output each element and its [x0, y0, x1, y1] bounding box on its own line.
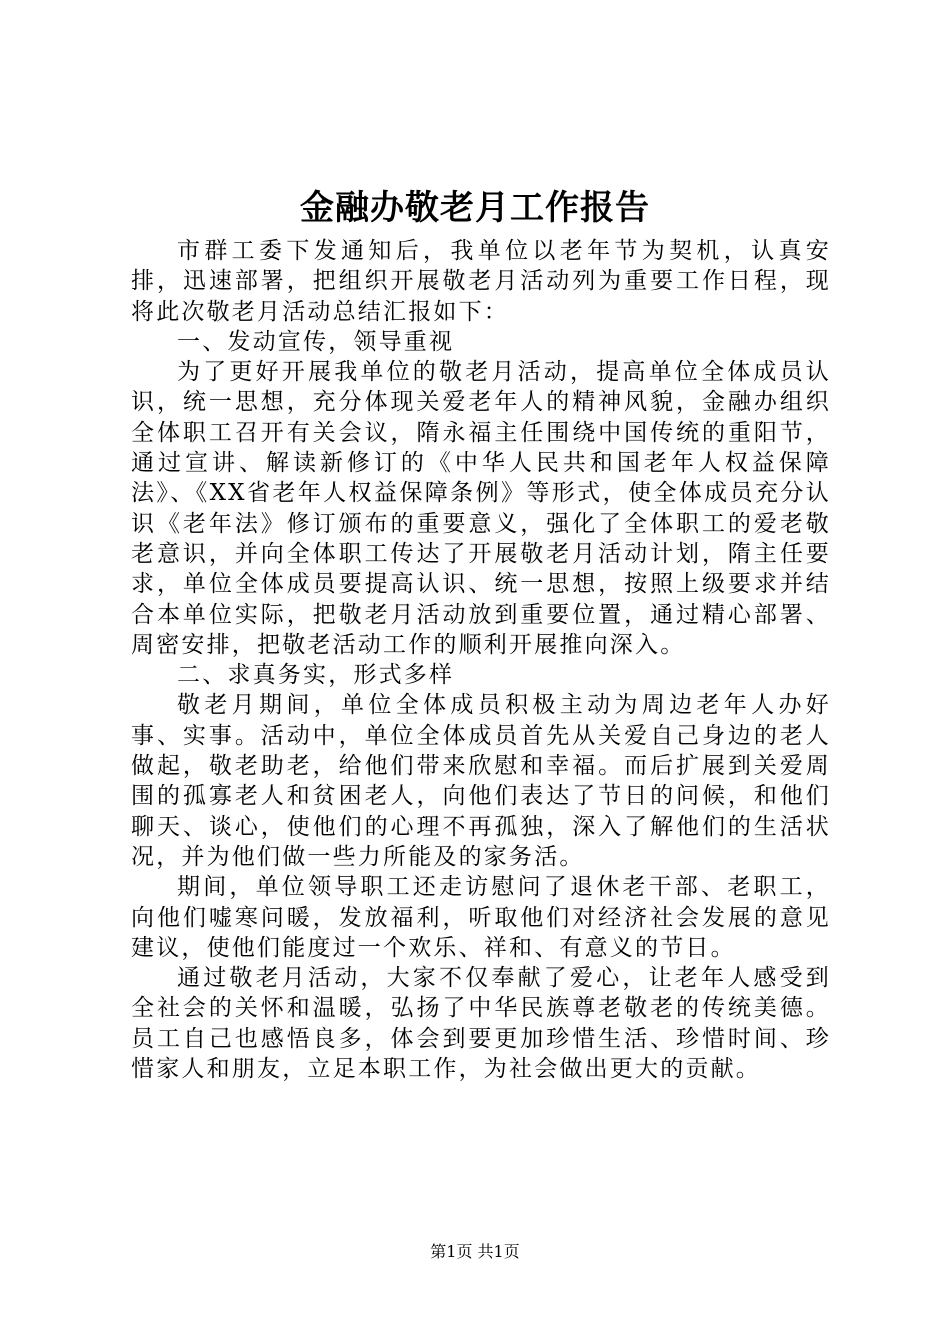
section-heading-2: 二、求真务实，形式多样	[177, 662, 455, 689]
document-body	[131, 236, 831, 1084]
section-2-paragraph-2: 期间，单位领导职工还走访慰问了退休老干部、老职工，向他们嘘寒问暖，发放福利，听取他们对经济社会发展的意见建议，使他们能度过一个欢乐、祥和、有意义的节日。	[131, 874, 831, 961]
page-number-footer: 第1页 共1页	[430, 1242, 520, 1261]
closing-paragraph: 通过敬老月活动，大家不仅奉献了爱心，让老年人感受到全社会的关怀和温暖，弘扬了中华民族尊老敬老的传统美德。员工自己也感悟良多，体会到要更加珍惜生活、珍惜时间、珍惜家人和朋友，立足本职工作，为社会做出更大的贡献。	[131, 965, 831, 1083]
intro-paragraph: 市群工委下发通知后，我单位以老年节为契机，认真安排，迅速部署，把组织开展敬老月活动列为重要工作日程，现将此次敬老月活动总结汇报如下：	[131, 238, 831, 325]
section-heading-1: 一、发动宣传，领导重视	[177, 328, 455, 355]
section-1-paragraph: 为了更好开展我单位的敬老月活动，提高单位全体成员认识，统一思想，充分体现关爱老年人的精神风貌，金融办组织全体职工召开有关会议，隋永福主任围绕中国传统的重阳节，通过宣讲、解读新修订的《中华人民共和国老年人权益保障法》、《XX省老年人权益保障条例》等形式，使全体成员充分认识《老年法》修订颁布的重要意义，强化了全体职工的爱老敬老意识，并向全体职工传达了开展敬老月活动计划，隋主任要求，单位全体成员要提高认识、统一思想，按照上级要求并结合本单位实际，把敬老月活动放到重要位置，通过精心部署、周密安排，把敬老活动工作的顺利开展推向深入。	[131, 359, 831, 658]
document-title: 金融办敬老月工作报告	[300, 188, 650, 228]
section-2-paragraph-1: 敬老月期间，单位全体成员积极主动为周边老年人办好事、实事。活动中，单位全体成员首先从关爱自己身边的老人做起，敬老助老，给他们带来欣慰和幸福。而后扩展到关爱周围的孤寡老人和贫困老人，向他们表达了节日的问候，和他们聊天、谈心，使他们的心理不再孤独，深入了解他们的生活状况，并为他们做一些力所能及的家务活。	[131, 692, 831, 870]
